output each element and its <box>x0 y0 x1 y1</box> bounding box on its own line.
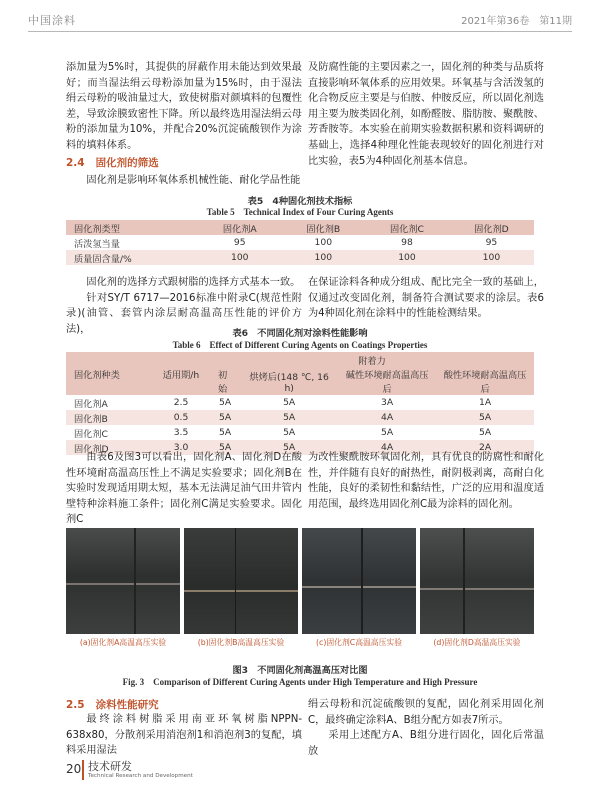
table-cell: 95 <box>233 237 246 248</box>
table-cell: 100 <box>398 252 416 263</box>
paragraph: 为改性聚酰胺环氧固化剂，具有优良的防腐性和耐化性，并伴随有良好的耐热性，耐阴极剥离，高耐白化性能，良好的柔韧性和黏结性，广泛的应用和温度适用范围，最终选用固化剂C最为涂料的固化剂。 <box>308 452 544 510</box>
photo-a-image <box>66 528 180 634</box>
table-cell: 固化剂C <box>74 428 108 440</box>
page-number: 20 <box>66 762 82 776</box>
paragraph: 固化剂的选择方式跟树脂的选择方式基本一致。 <box>86 277 301 288</box>
table-cell: 0.5 <box>173 412 189 423</box>
table-cell: 3.0 <box>173 442 189 453</box>
table-cell: 2A <box>478 442 492 453</box>
paragraph: 采用上述配方A、B组分进行固化，固化后常温放 <box>308 730 544 757</box>
table6 <box>66 352 534 455</box>
table-row <box>66 250 534 265</box>
table-cell: 质量固含量/% <box>74 253 132 265</box>
section-title: 涂料性能研究 <box>95 699 159 711</box>
table5-title-en: Table 5 Technical Index of Four Curing Agents <box>206 207 394 217</box>
table-cell: 5A <box>283 412 296 423</box>
col1-bottom <box>66 450 302 528</box>
table-row <box>66 235 534 250</box>
table-cell: 固化剂A <box>74 398 108 410</box>
table-header-row <box>66 220 534 235</box>
table-row <box>66 425 534 440</box>
photo-a <box>66 528 180 650</box>
table-cell: 5A <box>283 427 296 438</box>
table-cell: 95 <box>485 237 498 248</box>
table-cell: 3.5 <box>173 427 189 438</box>
paragraph: 及防腐性能的主要因素之一，固化剂的种类与品质将直接影响环氧体系的应用效果。环氧基与含活泼氢的化合物反应主要是与伯胺、仲胺反应，所以固化剂选用主要为胺类固化剂，如酚醛胺、脂肪胺、聚酰胺、芳香胺等。本实验在前期实验数据积累和资料调研的基础上，选择4种理化性能表现较好的固化剂进行对比实验，表5为4种固化剂基本信息。 <box>308 62 544 167</box>
table-header-cell: 酸性环境耐高温高压后 <box>443 370 527 395</box>
table-cell: 98 <box>401 237 413 248</box>
table-cell: 5A <box>283 397 296 408</box>
photo-b <box>184 528 298 650</box>
table-header-cell: 固化剂B <box>306 223 341 235</box>
figure3-photos <box>66 528 534 650</box>
figure3-title-en: Fig. 3 Comparison of Different Curing Agents under High Temperature and High Pressure <box>122 677 478 687</box>
table-cell: 5A <box>381 427 394 438</box>
table-cell: 固化剂D <box>74 443 109 455</box>
photo-c-image <box>302 528 416 634</box>
col1-s24 <box>66 173 302 189</box>
photo-c <box>302 528 416 650</box>
table-cell: 5A <box>219 442 232 453</box>
table5 <box>66 220 534 265</box>
table-cell: 5A <box>478 412 492 423</box>
table-header-row <box>66 352 534 367</box>
section-number: 2.5 <box>66 699 85 711</box>
paragraph: 在保证涂料各种成分组成、配比完全一致的基础上，仅通过改变固化剂，制备符合测试要求的涂层。表6为4种固化剂在涂料中的性能检测结果。 <box>308 277 544 320</box>
table-cell: 1A <box>478 397 492 408</box>
col2-end <box>308 697 544 759</box>
table-header-cell: 碱性环境耐高温高压后 <box>345 370 429 395</box>
table-cell: 活泼氢当量 <box>74 238 120 250</box>
table-cell: 100 <box>314 237 333 248</box>
table-header-cell: 固化剂C <box>389 223 424 235</box>
section-heading-2-5 <box>66 697 159 712</box>
paragraph: 绢云母粉和沉淀硫酸钡的复配，固化剂采用固化剂C，最终确定涂料A、B组分配方如表7所示。 <box>308 699 544 726</box>
col1-top <box>66 60 302 154</box>
table-cell: 5A <box>219 412 232 423</box>
photo-label: (c)固化剂C高温高压实验 <box>302 636 416 650</box>
table-cell: 4A <box>381 442 394 453</box>
paragraph: 添加量为5%时，其提供的屏蔽作用未能达到效果最好；而当湿法绢云母粉添加量为15%时，由于湿法绢云母粉的吸油量过大，致使树脂对颜填料的包覆性差，导致涂膜致密性下降。所以最终选用湿法绢云母粉的添加量为10%，并配合20%沉淀硫酸钡作为涂料的填料体系。 <box>66 62 302 151</box>
table-cell: 2.5 <box>173 397 189 408</box>
header-rule <box>28 31 572 32</box>
table-cell: 100 <box>482 252 501 263</box>
table-cell: 5A <box>283 442 296 453</box>
table-header-cell: 固化剂D <box>474 223 509 235</box>
figure3-title-cn: 图3 不同固化剂高温高压对比图 <box>232 665 368 676</box>
table-header-cell: 固化剂A <box>222 223 257 235</box>
footer-column-subtitle: Technical Research and Development <box>88 773 193 779</box>
table-cell: 100 <box>230 252 249 263</box>
photo-d-image <box>420 528 534 634</box>
issue-info: 2021年第36卷 第11期 <box>461 16 572 27</box>
paragraph: 最终涂料树脂采用南亚环氧树脂NPPN-638x80，分散剂采用消泡剂1和消泡剂3的复配，填料采用湿法 <box>66 714 302 757</box>
col2-bottom <box>308 450 544 512</box>
table-cell: 100 <box>314 252 333 263</box>
footer-divider <box>82 760 84 780</box>
table-cell: 5A <box>219 397 232 408</box>
table-header-cell: 固化剂种类 <box>74 369 120 381</box>
photo-label: (b)固化剂B高温高压实验 <box>184 636 298 650</box>
col2-top <box>308 60 544 169</box>
table-cell: 固化剂B <box>74 413 108 425</box>
table-cell: 5A <box>219 427 232 438</box>
table-cell: 5A <box>478 427 492 438</box>
section-number: 2.4 <box>66 157 85 169</box>
table-header-cell: 固化剂类型 <box>74 223 120 235</box>
table-header-cell: 初始 <box>218 370 228 395</box>
photo-label: (a)固化剂A高温高压实验 <box>66 636 180 650</box>
table-header-cell: 附着力 <box>358 355 386 367</box>
table-row <box>66 395 534 410</box>
paragraph: 针对SY/T 6717—2016标准中附录C(规范性附录)(油管、套管内涂层耐高温高压性能的评价方法)， <box>66 292 302 335</box>
table-header-cell: 烘烤后(148 ℃, 16 h) <box>249 371 329 394</box>
photo-d <box>420 528 534 650</box>
paragraph: 由表6及图3可以看出，固化剂A、固化剂D在酸性环境耐高温高压性上不满足实验要求；固化剂B在实验时发现适用期太短，基本无法满足油气田井管内壁特种涂料施工条件；固化剂C满足实验要求。固化剂C <box>66 452 302 526</box>
table-row <box>66 410 534 425</box>
table-cell: 4A <box>381 412 394 423</box>
section-title: 固化剂的筛选 <box>95 157 159 169</box>
table-cell: 3A <box>381 397 394 408</box>
photo-b-image <box>184 528 298 634</box>
table6-title-en: Table 6 Effect of Different Curing Agents on Coatings Properties <box>172 340 428 350</box>
journal-name: 中国涂料 <box>28 14 76 27</box>
footer-column-title: 技术研发 <box>88 760 132 773</box>
table-header-cell: 适用期/h <box>162 369 200 381</box>
paragraph: 固化剂是影响环氧体系机械性能、耐化学品性能 <box>86 175 301 186</box>
col1-end <box>66 712 302 759</box>
table6-title-cn: 表6 不同固化剂对涂料性能影响 <box>232 328 368 339</box>
photo-label: (d)固化剂D高温高压实验 <box>420 636 534 650</box>
table5-title-cn: 表5 4种固化剂技术指标 <box>247 196 353 207</box>
section-heading-2-4 <box>66 155 159 170</box>
col2-mid <box>308 275 544 322</box>
